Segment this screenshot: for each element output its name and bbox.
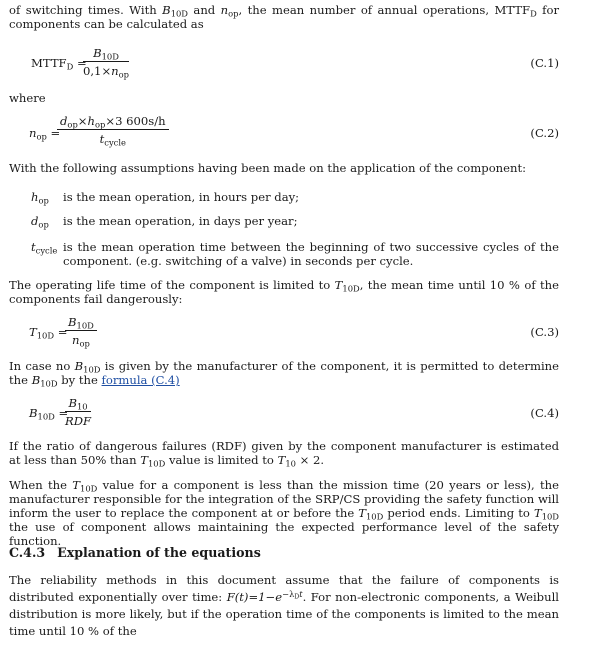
paragraph-operating-life: The operating life time of the component is limited to $T_{10D}$, the mean time until 10 % of the components fail dangerously: <box>9 278 559 306</box>
paragraph-mission-time: When the $T_{10D}$ value for a component is less than the mission time (20 years or less), the manufacturer responsible for the integration of the SRP/CS providing the safety function will inform the user to replace the component at or before the $T_{10D}$ period ends. Limiting to $T_{10D}$ the use of component allows maintaining the expected performance level of the safety function. <box>9 478 560 548</box>
paragraph-b10d-determination: In case no $B_{10D}$ is given by the manufacturer of the component, it is permitted to determine the $B_{10D}$ by the formula (C.4) <box>9 359 559 389</box>
formula-link[interactable]: formula (C.4) <box>101 373 180 387</box>
section-heading: C.4.3 Explanation of the equations <box>9 545 261 560</box>
equation-number: (C.4) <box>530 406 559 420</box>
assumptions-intro: With the following assumptions having been made on the application of the component: <box>9 161 527 175</box>
equation-number: (C.1) <box>530 56 559 70</box>
where-label: where <box>9 91 46 105</box>
paragraph-rdf: If the ratio of dangerous failures (RDF) given by the component manufacturer is estimated at less than 50% than $T_{10D}$ value is limited to $T_{10} \times 2$. <box>9 439 559 469</box>
paragraph-intro: of switching times. With $B_{10D}$ and $n_{op}$, the mean number of annual operations, $MTTF_D$ for components can be calculated as <box>9 3 559 31</box>
equation-number: (C.3) <box>530 325 559 339</box>
equation-c2: $n_{op}$ = $d_{op}\times h_{op}\times 3$ 600s/h $t_{cycle}$ (C.2) <box>29 114 559 148</box>
equation-c3: $T_{10D}$ = $B_{10D}$ $n_{op}$ (C.3) <box>29 315 559 349</box>
equation-c1: $MTTF_D$ = $B_{10D}$ $0,1\times n_{op}$ (C.1) <box>31 46 559 80</box>
equation-c4: $B_{10D}$ = $B_{10}$ RDF (C.4) <box>29 396 559 428</box>
paragraph-reliability: The reliability methods in this document assume that the failure of components is distributed exponentially over time: $F(t)=1-e^{-\lambda_Dt}$. For non-electronic components, a Weibull distribution is more likely, but if the operation time of the components is limited to the mean time until 10 % of the <box>9 573 559 638</box>
equation-number: (C.2) <box>530 126 559 140</box>
